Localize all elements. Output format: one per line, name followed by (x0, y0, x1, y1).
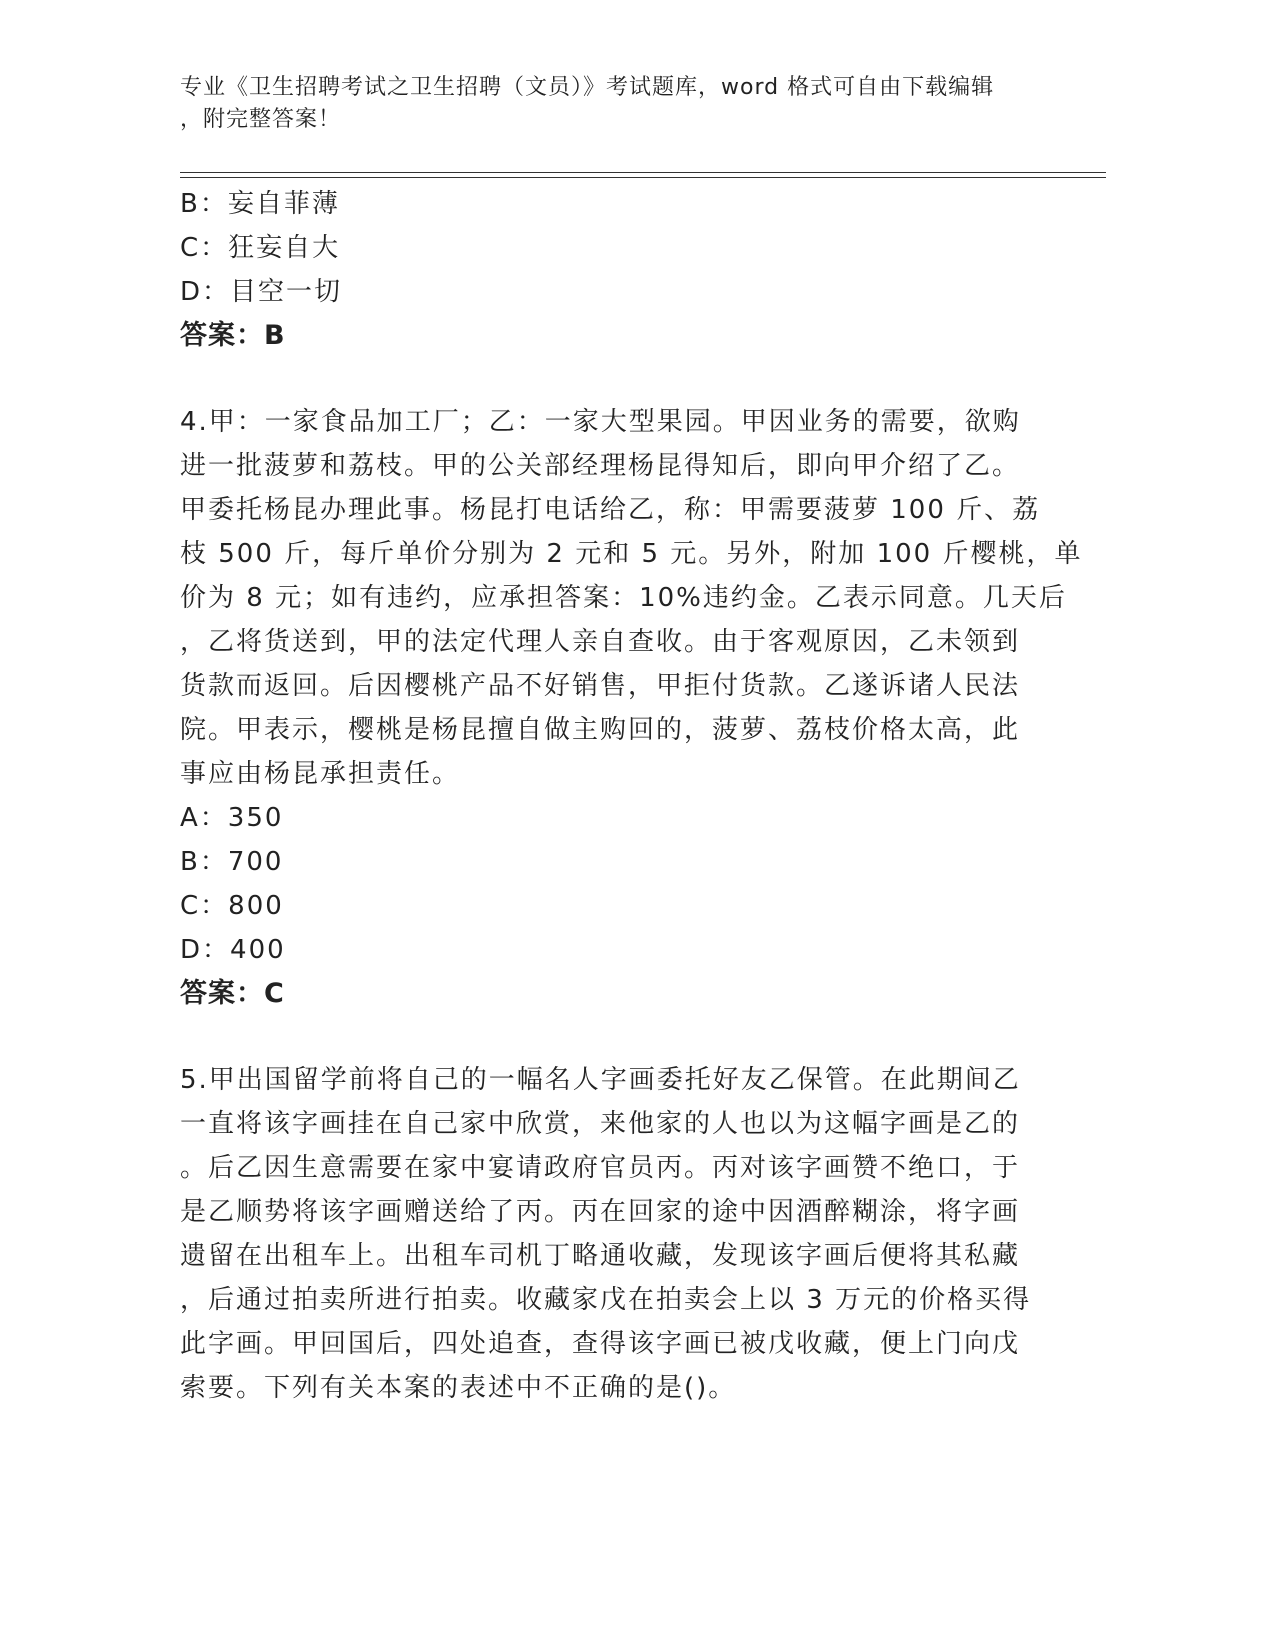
spacer (180, 1016, 1040, 1058)
question-4-line: 价为 8 元；如有违约，应承担答案：10%违约金。乙表示同意。几天后 (180, 583, 1067, 613)
question-5-line: 一直将该字画挂在自己家中欣赏，来他家的人也以为这幅字画是乙的 (180, 1109, 1021, 1139)
header-rule-top (180, 172, 1106, 173)
option-a: A：350 (180, 803, 284, 833)
question-5-line: ，后通过拍卖所进行拍卖。收藏家戊在拍卖会上以 3 万元的价格买得 (180, 1285, 1032, 1315)
option-c: C：狂妄自大 (180, 233, 341, 263)
answer-line: 答案：C (180, 978, 285, 1009)
spacer (180, 358, 1040, 400)
option-c: C：800 (180, 891, 284, 921)
document-body (180, 182, 1083, 1410)
question-5-line: 5.甲出国留学前将自己的一幅名人字画委托好友乙保管。在此期间乙 (180, 1065, 1021, 1095)
question-5-line: 。后乙因生意需要在家中宴请政府官员丙。丙对该字画赞不绝口，于 (180, 1153, 1021, 1183)
question-4-line: ，乙将货送到，甲的法定代理人亲自查收。由于客观原因，乙未领到 (180, 627, 1021, 657)
question-4-line: 进一批菠萝和荔枝。甲的公关部经理杨昆得知后，即向甲介绍了乙。 (180, 451, 1021, 481)
question-4 (180, 400, 1083, 1016)
question-4-line: 货款而返回。后因樱桃产品不好销售，甲拒付货款。乙遂诉诸人民法 (180, 671, 1021, 701)
option-b: B：700 (180, 847, 284, 877)
option-d: D：400 (180, 935, 286, 965)
question-5-line: 是乙顺势将该字画赠送给了丙。丙在回家的途中因酒醉糊涂，将字画 (180, 1197, 1021, 1227)
question-5-line: 此字画。甲回国后，四处追查，查得该字画已被戊收藏，便上门向戊 (180, 1329, 1021, 1359)
option-b: B：妄自菲薄 (180, 189, 340, 219)
question-4-line: 甲委托杨昆办理此事。杨昆打电话给乙，称：甲需要菠萝 100 斤、荔 (180, 495, 1041, 525)
question-5-line: 遗留在出租车上。出租车司机丁略通收藏，发现该字画后便将其私藏 (180, 1241, 1021, 1271)
question-4-line: 院。甲表示，樱桃是杨昆擅自做主购回的，菠萝、荔枝价格太高，此 (180, 715, 1021, 745)
question-5 (180, 1058, 1040, 1410)
answer-line: 答案：B (180, 320, 286, 351)
question-5-line: 索要。下列有关本案的表述中不正确的是()。 (180, 1373, 737, 1403)
header-rule-bottom (180, 177, 1106, 178)
question-4-line: 事应由杨昆承担责任。 (180, 759, 461, 789)
question-4-line: 4.甲：一家食品加工厂；乙：一家大型果园。甲因业务的需要，欲购 (180, 407, 1021, 437)
question-4-line: 枝 500 斤，每斤单价分别为 2 元和 5 元。另外，附加 100 斤樱桃，单 (180, 539, 1083, 569)
option-d: D：目空一切 (180, 277, 343, 307)
header-line-1: 专业《卫生招聘考试之卫生招聘（文员）》考试题库，word 格式可自由下载编辑 (180, 75, 995, 100)
document-header (180, 72, 1040, 136)
header-line-2: ，附完整答案！ (180, 107, 342, 132)
question-3-tail (180, 182, 1040, 358)
